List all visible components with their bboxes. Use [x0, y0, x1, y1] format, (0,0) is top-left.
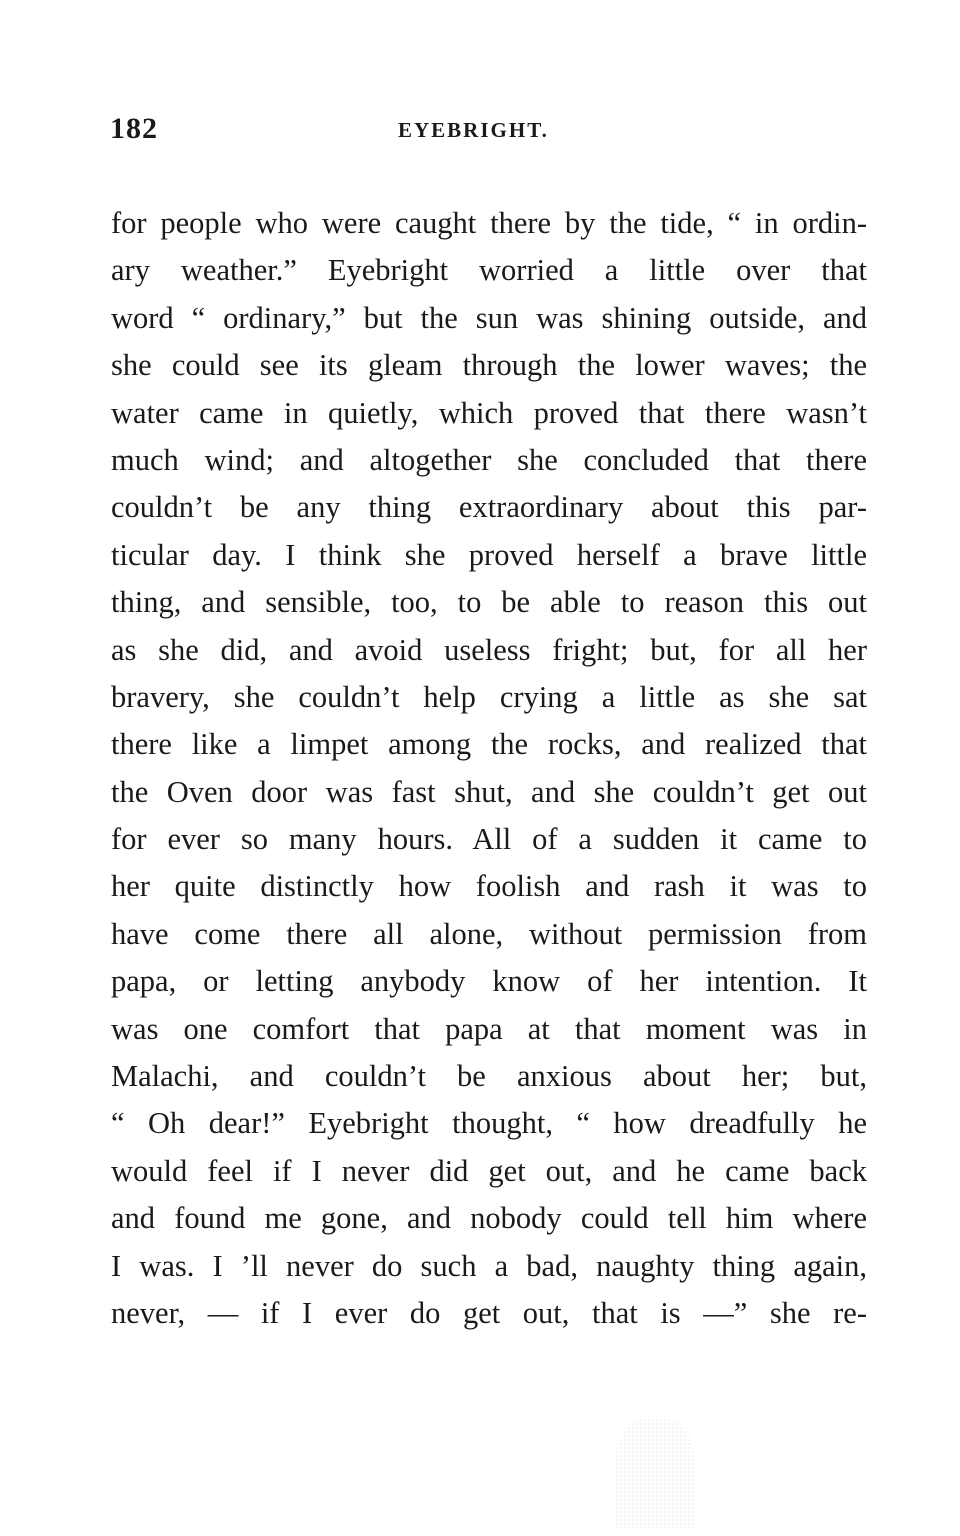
text-line: thing, and sensible, too, to be able to reason this out — [111, 585, 867, 620]
text-line: word “ ordinary,” but the sun was shining outside, and — [111, 300, 867, 335]
text-line: ticular day. I think she proved herself a brave little — [111, 537, 867, 572]
running-title: EYEBRIGHT. — [398, 118, 549, 142]
text-line: there like a limpet among the rocks, and realized that — [111, 727, 867, 762]
text-line: as she did, and avoid useless fright; but, for all her — [111, 632, 867, 667]
text-line: water came in quietly, which proved that there wasn’t — [111, 395, 867, 430]
text-line: for ever so many hours. All of a sudden it came to — [111, 822, 867, 857]
body-text — [111, 200, 867, 1337]
text-line: much wind; and altogether she concluded that there — [111, 442, 867, 477]
paper-speckle — [615, 1418, 695, 1528]
text-line: never, — if I ever do get out, that is —” she re- — [111, 1295, 867, 1330]
text-line: the Oven door was fast shut, and she couldn’t get out — [111, 774, 867, 809]
text-line: would feel if I never did get out, and he came back — [111, 1153, 867, 1188]
text-line: ary weather.” Eyebright worried a little over that — [111, 253, 867, 288]
text-line: bravery, she couldn’t help crying a little as she sat — [111, 679, 867, 714]
text-line: and found me gone, and nobody could tell him where — [111, 1201, 867, 1236]
text-line: Malachi, and couldn’t be anxious about her; but, — [111, 1059, 867, 1094]
page-number: 182 — [110, 112, 158, 145]
text-line: for people who were caught there by the tide, “ in ordin- — [111, 206, 867, 240]
text-line: she could see its gleam through the lower waves; the — [111, 348, 867, 383]
text-line: couldn’t be any thing extraordinary about this par- — [111, 490, 867, 525]
text-line: “ Oh dear!” Eyebright thought, “ how dreadfully he — [111, 1106, 867, 1141]
text-line: I was. I ’ll never do such a bad, naughty thing again, — [111, 1248, 867, 1283]
text-line: papa, or letting anybody know of her intention. It — [111, 964, 867, 999]
text-line: have come there all alone, without permission from — [111, 916, 867, 951]
text-line: was one comfort that papa at that moment was in — [111, 1011, 867, 1046]
text-line: her quite distinctly how foolish and rash it was to — [111, 869, 867, 904]
